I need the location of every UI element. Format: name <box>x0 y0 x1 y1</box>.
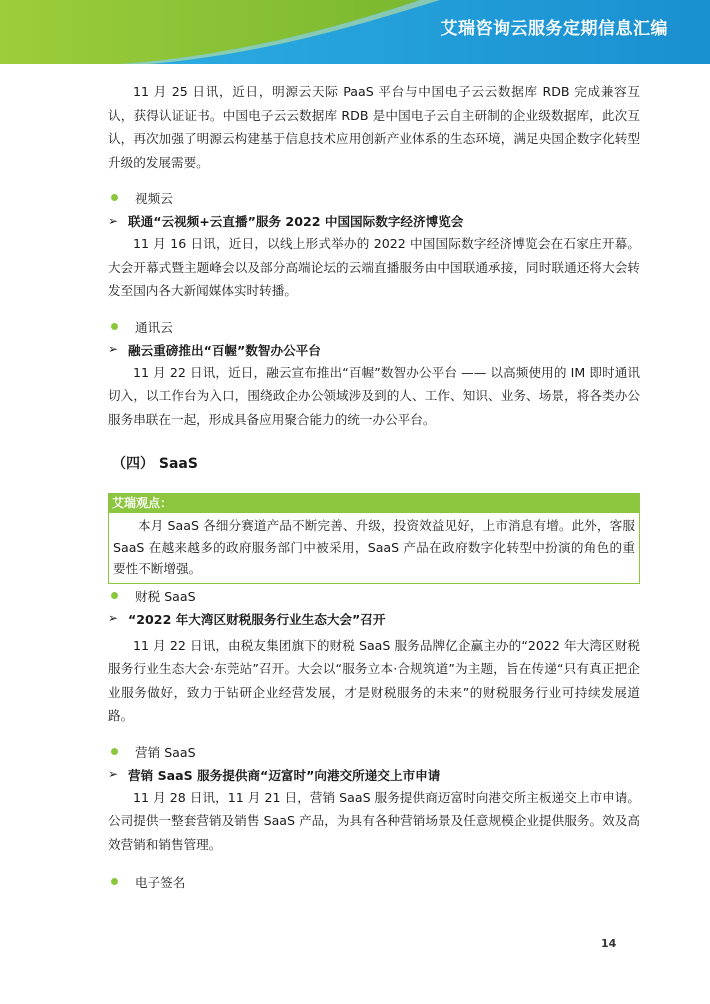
headline-text: 融云重磅推出“百幄”数智办公平台 <box>128 342 321 358</box>
viewpoint-box <box>108 513 640 584</box>
header-banner <box>0 0 710 64</box>
viewpoint-header: 艾瑞观点： <box>108 493 640 513</box>
headline-marketing-saas <box>108 763 640 786</box>
tax-saas-paragraph: 11 月 22 日讯，由税友集团旗下的财税 SaaS 服务品牌亿企赢主办的“2022 年大湾区财税服务行业生态大会·东莞站”召开。大会以“服务立本·合规筑道”为主题，旨在传递“只有真正把企业服务做好，致力于钻研企业经营发展，才是财税服务的未来”的财税服务行业可持续发展道路。 <box>108 637 640 723</box>
page-content <box>108 80 640 893</box>
bullet-tax-saas <box>108 584 640 607</box>
bullet-comm-cloud <box>108 315 640 338</box>
comm-cloud-paragraph: 11 月 22 日讯，近日，融云宣布推出“百幄”数智办公平台 —— 以高频使用的 IM 即时通讯切入，以工作台为入口，围绕政企办公领域涉及到的人、工作、知识、业务、场景，将各类办公服务串联在一起，形成具备应用聚合能力的统一办公平台。 <box>108 364 640 427</box>
paaS-news-paragraph: 11 月 25 日讯，近日，明源云天际 PaaS 平台与中国电子云云数据库 RDB 完成兼容互认，获得认证证书。中国电子云云数据库 RDB 是中国电子云自主研制的企业级数据库，此次互认，再次加强了明源云构建基于信息技术应用创新产业体系的生态环境，满足央国企数字化转型升级的发展需要。 <box>108 84 640 170</box>
headline-comm-cloud <box>108 338 640 361</box>
green-dot-icon <box>111 592 118 599</box>
page-number: 14 <box>601 937 617 950</box>
video-cloud-paragraph: 11 月 16 日讯，近日，以线上形式举办的 2022 中国国际数字经济博览会在石家庄开幕。大会开幕式暨主题峰会以及部分高端论坛的云端直播服务由中国联通承接，同时联通还将大会转发至国内各大新闻媒体实时转播。 <box>108 236 640 298</box>
bullet-label: 视频云 <box>135 191 173 206</box>
arrow-right-icon: ➢ <box>108 342 119 356</box>
arrow-right-icon: ➢ <box>108 611 119 625</box>
green-dot-icon <box>111 323 118 330</box>
headline-text: 营销 SaaS 服务提供商“迈富时”向港交所递交上市申请 <box>128 767 441 783</box>
green-dot-icon <box>111 878 118 885</box>
bullet-esignature <box>108 870 640 893</box>
header-title: 艾瑞咨询云服务定期信息汇编 <box>440 19 668 39</box>
headline-tax-saas <box>108 607 640 630</box>
green-dot-icon <box>111 748 118 755</box>
headline-text: 联通“云视频+云直播”服务 2022 中国国际数字经济博览会 <box>128 214 464 229</box>
bullet-marketing-saas <box>108 740 640 763</box>
bullet-label: 电子签名 <box>135 875 186 890</box>
viewpoint-text: 本月 SaaS 各细分赛道产品不断完善、升级，投资效益见好，上市消息有增。此外，客服 SaaS 在越来越多的政府服务部门中被采用，SaaS 产品在政府数字化转型中扮演的角色的重要性不断增强。 <box>113 518 635 576</box>
headline-text: “2022 年大湾区财税服务行业生态大会”召开 <box>128 611 386 627</box>
marketing-saas-paragraph: 11 月 28 日讯，11 月 21 日，营销 SaaS 服务提供商迈富时向港交所主板递交上市申请。公司提供一整套营销及销售 SaaS 产品，为具有各种营销场景及任意规模企业提供服务。效及高效营销和销售管理。 <box>108 789 640 852</box>
section-title-saas: （四） SaaS <box>112 456 198 472</box>
bullet-label: 财税 SaaS <box>135 588 196 604</box>
arrow-right-icon: ➢ <box>108 213 119 228</box>
green-dot-icon <box>111 194 118 201</box>
arrow-right-icon: ➢ <box>108 767 119 781</box>
bullet-video-cloud <box>108 186 640 209</box>
headline-video-cloud <box>108 209 640 232</box>
bullet-label: 通讯云 <box>135 319 173 335</box>
bullet-label: 营销 SaaS <box>135 744 196 760</box>
